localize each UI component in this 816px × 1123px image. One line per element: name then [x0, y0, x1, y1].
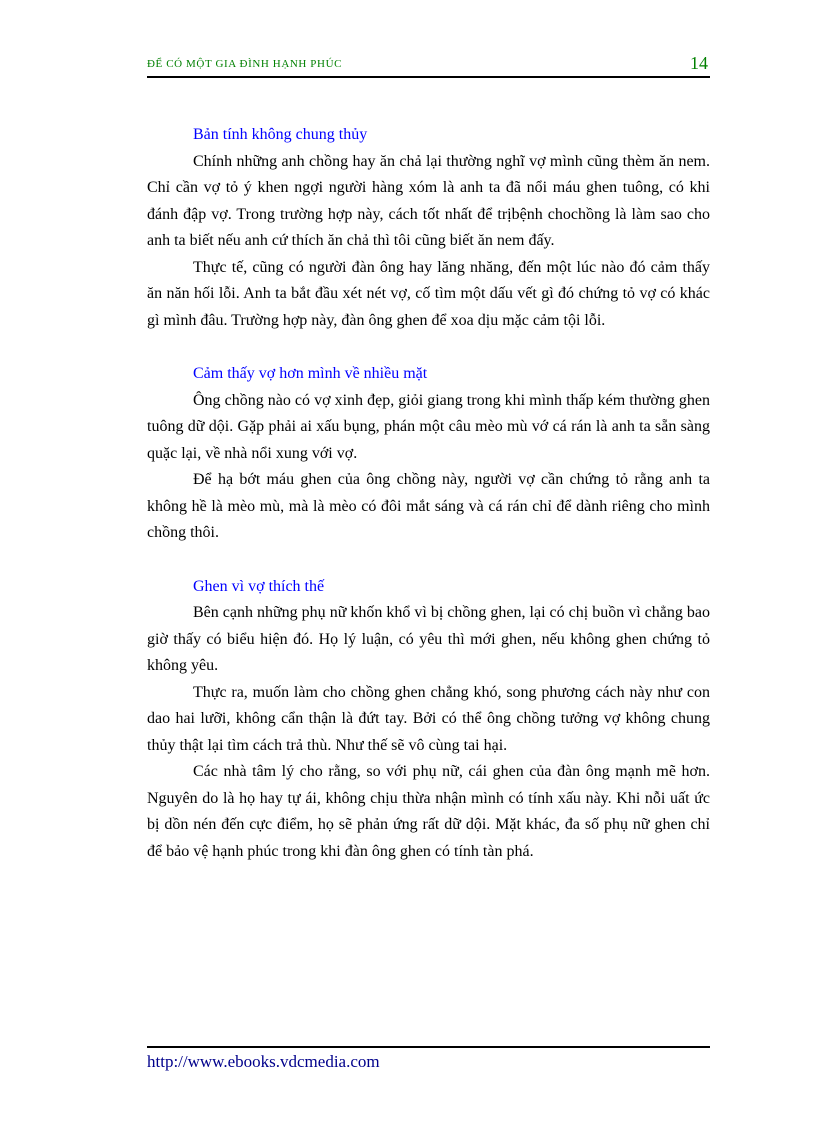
header-divider [147, 76, 710, 78]
running-title: ĐỂ CÓ MỘT GIA ĐÌNH HẠNH PHÚC [147, 58, 343, 70]
section-heading: Ghen vì vợ thích thế [193, 577, 325, 595]
footer-divider [147, 1046, 710, 1048]
paragraph: Thực tế, cũng có người đàn ông hay lăng nhăng, đến một lúc nào đó cảm thấy ăn năn hối lỗi. Anh ta bắt đầu xét nét vợ, cố tìm một dấu vết gì đó chứng tỏ vợ có khác gì mình đâu. Trường hợp này, đàn ông ghen để xoa dịu mặc cảm tội lỗi. [147, 258, 710, 329]
section-wife-likes-it [147, 574, 710, 866]
page-footer [147, 1046, 710, 1072]
page-number: 14 [690, 53, 708, 73]
paragraph: Chính những anh chồng hay ăn chả lại thường nghĩ vợ mình cũng thèm ăn nem. Chỉ cần vợ tỏ ý khen ngợi người hàng xóm là anh ta đã nổi máu ghen tuông, có khi đánh đập vợ. Trong trường hợp này, cách tốt nhất để trịbệnh chochồng là làm sao cho anh ta biết nếu anh cứ thích ăn chả thì tôi cũng biết ăn nem đấy. [147, 152, 710, 249]
section-gap [147, 547, 710, 574]
page-content [147, 122, 710, 865]
paragraph: Bên cạnh những phụ nữ khốn khổ vì bị chồng ghen, lại có chị buồn vì chẳng bao giờ thấy có biểu hiện đó. Họ lý luận, có yêu thì mới ghen, nếu không ghen chứng tỏ không yêu. [147, 604, 710, 674]
section-wife-superior [147, 361, 710, 547]
paragraph: Ông chồng nào có vợ xinh đẹp, giỏi giang trong khi mình thấp kém thường ghen tuông dữ dội. Gặp phải ai xấu bụng, phán một câu mèo mù vớ cá rán là anh ta sẵn sàng quặc lại, về nhà nổi xung với vợ. [147, 391, 710, 462]
section-heading: Bản tính không chung thủy [193, 126, 368, 143]
paragraph: Để hạ bớt máu ghen của ông chồng này, người vợ cần chứng tỏ rằng anh ta không hề là mèo mù, mà là mèo có đôi mắt sáng và cá rán chỉ để dành riêng cho mình chồng thôi. [147, 471, 710, 541]
website-link[interactable]: http://www.ebooks.vdcmedia.com [147, 1052, 380, 1071]
section-heading: Cảm thấy vợ hơn mình về nhiều mặt [193, 365, 428, 382]
paragraph: Các nhà tâm lý cho rằng, so với phụ nữ, cái ghen của đàn ông mạnh mẽ hơn. Nguyên do là họ hay tự ái, không chịu thừa nhận mình có tính xấu này. Khi nỗi uất ức bị dồn nén đến cực điểm, họ sẽ phản ứng rất dữ dội. Mặt khác, đa số phụ nữ ghen chỉ để bảo vệ hạnh phúc trong khi đàn ông ghen có tính tàn phá. [147, 763, 710, 860]
page-header [147, 52, 710, 78]
section-gap [147, 334, 710, 361]
section-unfaithful-nature [147, 122, 710, 334]
paragraph: Thực ra, muốn làm cho chồng ghen chẳng khó, song phương cách này như con dao hai lưỡi, không cẩn thận là đứt tay. Bởi có thể ông chồng tưởng vợ không chung thủy thật lại tìm cách trả thù. Như thế sẽ vô cùng tai hại. [147, 683, 710, 754]
